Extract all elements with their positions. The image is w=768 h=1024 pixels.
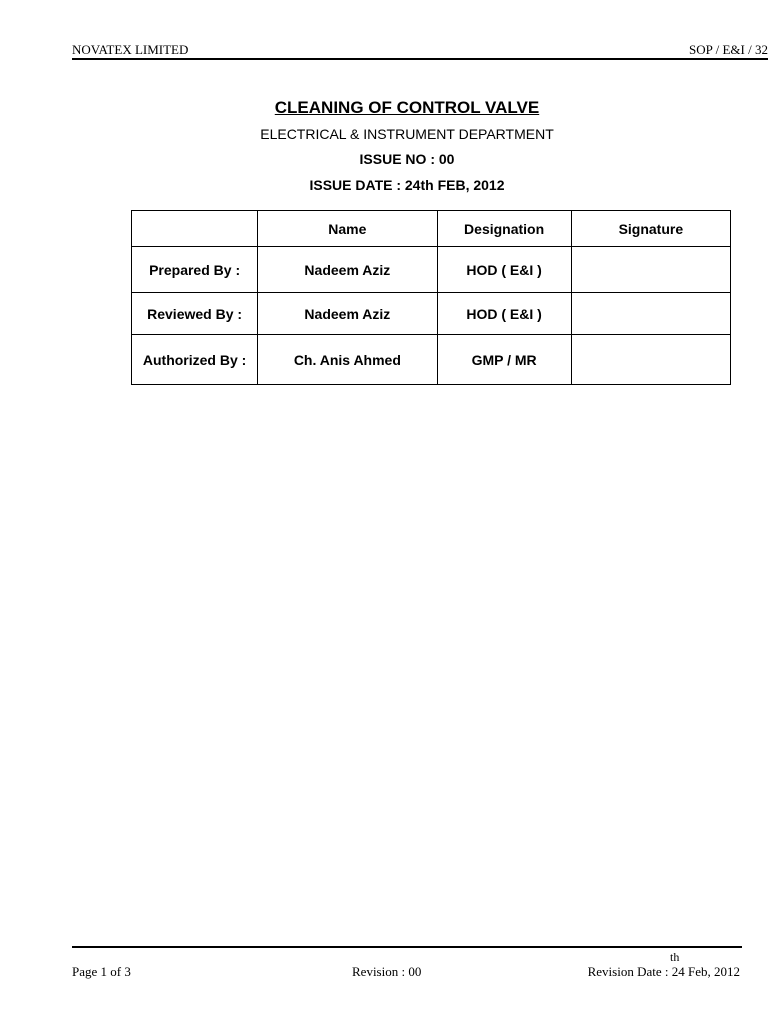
designation-cell: GMP / MR	[437, 335, 571, 385]
department-name: ELECTRICAL & INSTRUMENT DEPARTMENT	[260, 126, 554, 142]
header-cell-designation: Designation	[437, 211, 571, 247]
issue-number: ISSUE NO : 00	[359, 151, 455, 167]
table-row	[132, 335, 731, 385]
revision-number: Revision : 00	[352, 964, 422, 979]
table-row	[132, 247, 731, 293]
name-cell: Nadeem Aziz	[258, 247, 437, 293]
header-rule	[72, 58, 768, 60]
document-title: CLEANING OF CONTROL VALVE	[274, 98, 540, 117]
approval-table	[131, 210, 731, 385]
document-reference: SOP / E&I / 32	[689, 42, 768, 57]
role-cell: Prepared By :	[132, 247, 258, 293]
table-row	[132, 293, 731, 335]
header-cell-name: Name	[258, 211, 437, 247]
name-cell: Nadeem Aziz	[258, 293, 437, 335]
header-cell-signature: Signature	[571, 211, 730, 247]
company-name: NOVATEX LIMITED	[72, 42, 189, 57]
revision-date: Revision Date : 24 Feb, 2012	[587, 964, 740, 979]
role-cell: Reviewed By :	[132, 293, 258, 335]
header-cell-blank	[132, 211, 258, 247]
page-footer	[72, 950, 742, 984]
footer-rule	[72, 946, 742, 948]
revision-date-superscript: th	[670, 950, 680, 964]
designation-cell: HOD ( E&I )	[437, 293, 571, 335]
page-number: Page 1 of 3	[72, 964, 131, 979]
signature-cell	[571, 247, 730, 293]
table-header-row	[132, 211, 731, 247]
role-cell: Authorized By :	[132, 335, 258, 385]
issue-date: ISSUE DATE : 24th FEB, 2012	[309, 177, 505, 193]
name-cell: Ch. Anis Ahmed	[258, 335, 437, 385]
designation-cell: HOD ( E&I )	[437, 247, 571, 293]
signature-cell	[571, 335, 730, 385]
signature-cell	[571, 293, 730, 335]
